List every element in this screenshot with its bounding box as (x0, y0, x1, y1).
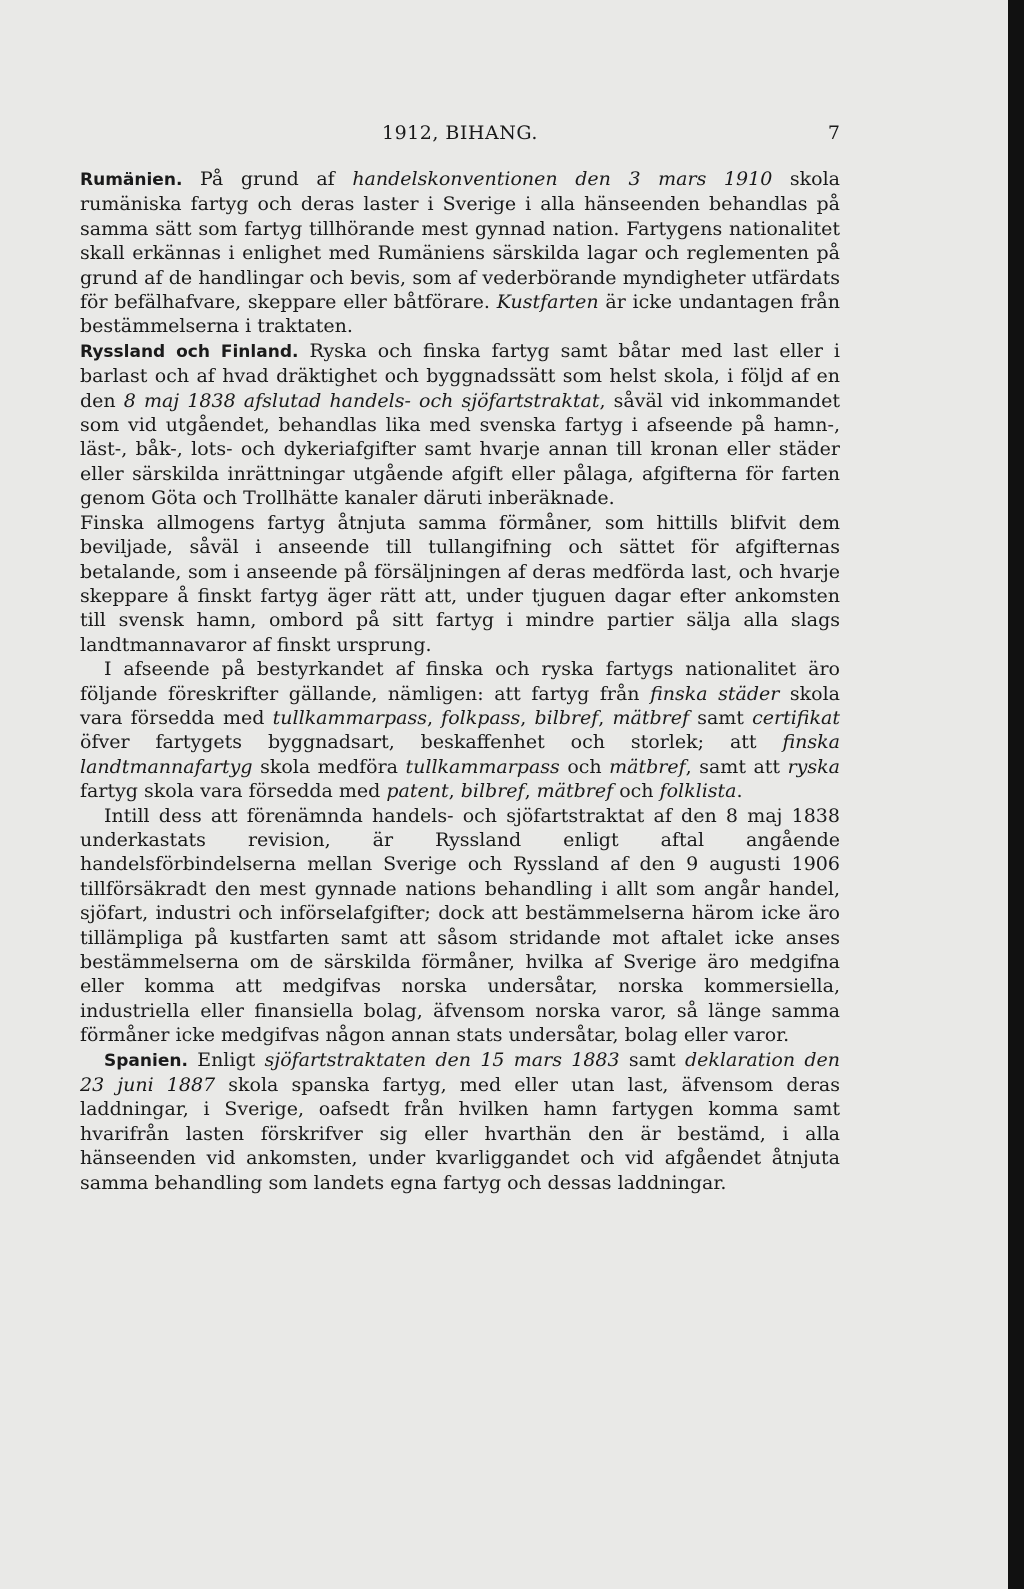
paragraph (80, 511, 840, 657)
page-number: 7 (827, 122, 840, 144)
text-run: , (598, 706, 613, 729)
text-run: I afseende på bestyrkandet af finska och ryska fartygs nationalitet äro följande föreskrifter gällande, nämligen: att fartyg från (80, 658, 840, 705)
paragraph (80, 339, 840, 511)
italic-text: finska städer (650, 682, 780, 705)
italic-text: patent (386, 780, 449, 803)
text-run: Ryska och finska fartyg samt båtar med last eller i barlast och af hvad dräktighet och byggnadssätt som helst skola, i följd af en den (80, 339, 841, 412)
section-heading: Spanien. (104, 1050, 188, 1071)
scan-edge (1008, 0, 1024, 1589)
text-run: skola rumäniska fartyg och deras laster i Sverige i alla hänseenden behandlas på samma sätt som fartyg tillhörande mest gynnad nation. Fartygens nationalitet skall erkännas i enlighet med Rumäniens särskilda lagar och reglementen på grund af de handlingar och bevis, som af vederbörande myndigheter utfärdats för befälhafvare, skeppare eller båtförare. (80, 168, 840, 314)
text-run: samt (619, 1048, 685, 1071)
paragraph (80, 1048, 840, 1195)
italic-text: deklaration den 23 juni 1887 (80, 1048, 841, 1097)
text-run: , (520, 706, 535, 729)
italic-text: ryska (787, 755, 840, 778)
text-run: skola spanska fartyg, med eller utan last, äfvensom deras laddningar, i Sverige, oafsedt från hvilken hamn fartygen komma samt hvarifrån lasten förskrifver sig eller hvarthän den är bestämd, i alla hänseenden vid ankomsten, under kvarliggandet och vid afgåendet åtnjuta samma behandling som landets egna fartyg och dessas laddningar. (80, 1074, 840, 1194)
italic-text: folkpass (441, 706, 521, 729)
running-header (80, 118, 840, 148)
text-run: skola medföra (252, 755, 406, 778)
italic-text: handelskonventionen den 3 mars 1910 (352, 168, 773, 190)
text-run: , såväl vid inkommandet som vid utgåendet, behandlas lika med svenska fartyg i afseende på hamn-, läst-, båk-, lots- och dykeriafgifter samt hvarje annan till kronan eller städer eller särskilda inrättningar utgående afgift eller pålaga, afgifterna för farten genom Göta och Trollhätte kanaler däruti inberäknade. (80, 389, 840, 510)
italic-text: mätbref (609, 755, 686, 778)
running-title: 1912, BIHANG. (382, 122, 538, 144)
text-run: . (736, 780, 743, 803)
italic-text: bilbref (534, 706, 599, 729)
text-run: fartyg skola vara försedda med (80, 780, 387, 803)
text-run: Intill dess att förenämnda handels- och sjöfartstraktat af den 8 maj 1838 underkastats revision, är Ryssland enligt aftal angående handelsförbindelserna mellan Sverige och Ryssland af den 9 augusti 1906 tillförsäkradt den mest gynnade nations behandling i allt som angår handel, sjöfart, industri och införselafgifter; dock att bestämmelserna härom icke äro tillämpliga på kustfarten samt att såsom stridande mot aftalet icke anses bestämmelserna om de särskilda förmåner, hvilka af Sverige äro medgifna eller komma att medgifvas norska undersåtar, norska kommersiella, industriella eller finansiella bolag, äfvensom norska varor, så länge samma förmåner icke medgifvas någon annan stats undersåtar, bolag eller varor. (80, 804, 840, 1047)
italic-text: certifikat (752, 706, 840, 729)
italic-text: mätbref (536, 780, 614, 803)
italic-text: Kustfarten (496, 291, 599, 314)
italic-text: tullkammarpass (272, 706, 427, 729)
text-run: , samt att (685, 755, 788, 778)
text-run: Finska allmogens fartyg åtnjuta samma förmåner, som hittills blifvit dem beviljade, såväl i anseende till tullangifning och sättet för afgifternas betalande, som i anseende på försäljningen af deras medförda last, och hvarje skeppare å finskt fartyg äger rätt att, under tjuguen dagar efter ankomsten till svensk hamn, ombord på sitt fartyg i mindre partier sälja alla slags landtmannavaror af finskt ursprung. (80, 511, 840, 656)
text-run: På grund af (182, 168, 353, 190)
text-run: skola vara försedda med (80, 682, 840, 729)
italic-text: folklista (659, 780, 737, 803)
text-run: Enligt (187, 1048, 265, 1071)
paragraph (80, 167, 840, 339)
text-run: , (426, 706, 442, 729)
italic-text: tullkammarpass (405, 755, 560, 778)
text-run: är icke undantagen från bestämmelserna i traktaten. (80, 291, 840, 338)
text-run: öfver fartygets byggnadsart, beskaffenhet och storlek; att (80, 731, 783, 754)
paragraph (80, 657, 840, 803)
section-heading: Rumänien. (80, 170, 183, 190)
italic-text: bilbref (460, 780, 525, 803)
text-run: och (613, 780, 660, 803)
italic-text: 8 maj 1838 afslutad handels- och sjöfartstraktat (123, 389, 600, 412)
italic-text: finska landtmannafartyg (80, 731, 840, 778)
text-run: samt (689, 706, 753, 729)
text-run: och (559, 755, 610, 778)
italic-text: sjöfartstraktaten den 15 mars 1883 (264, 1048, 620, 1071)
text-run: , (448, 780, 461, 803)
body-text (80, 167, 840, 1195)
italic-text: mätbref (612, 706, 690, 729)
text-run: , (524, 780, 537, 803)
paragraph (80, 804, 840, 1048)
section-heading: Ryssland och Finland. (80, 341, 299, 362)
